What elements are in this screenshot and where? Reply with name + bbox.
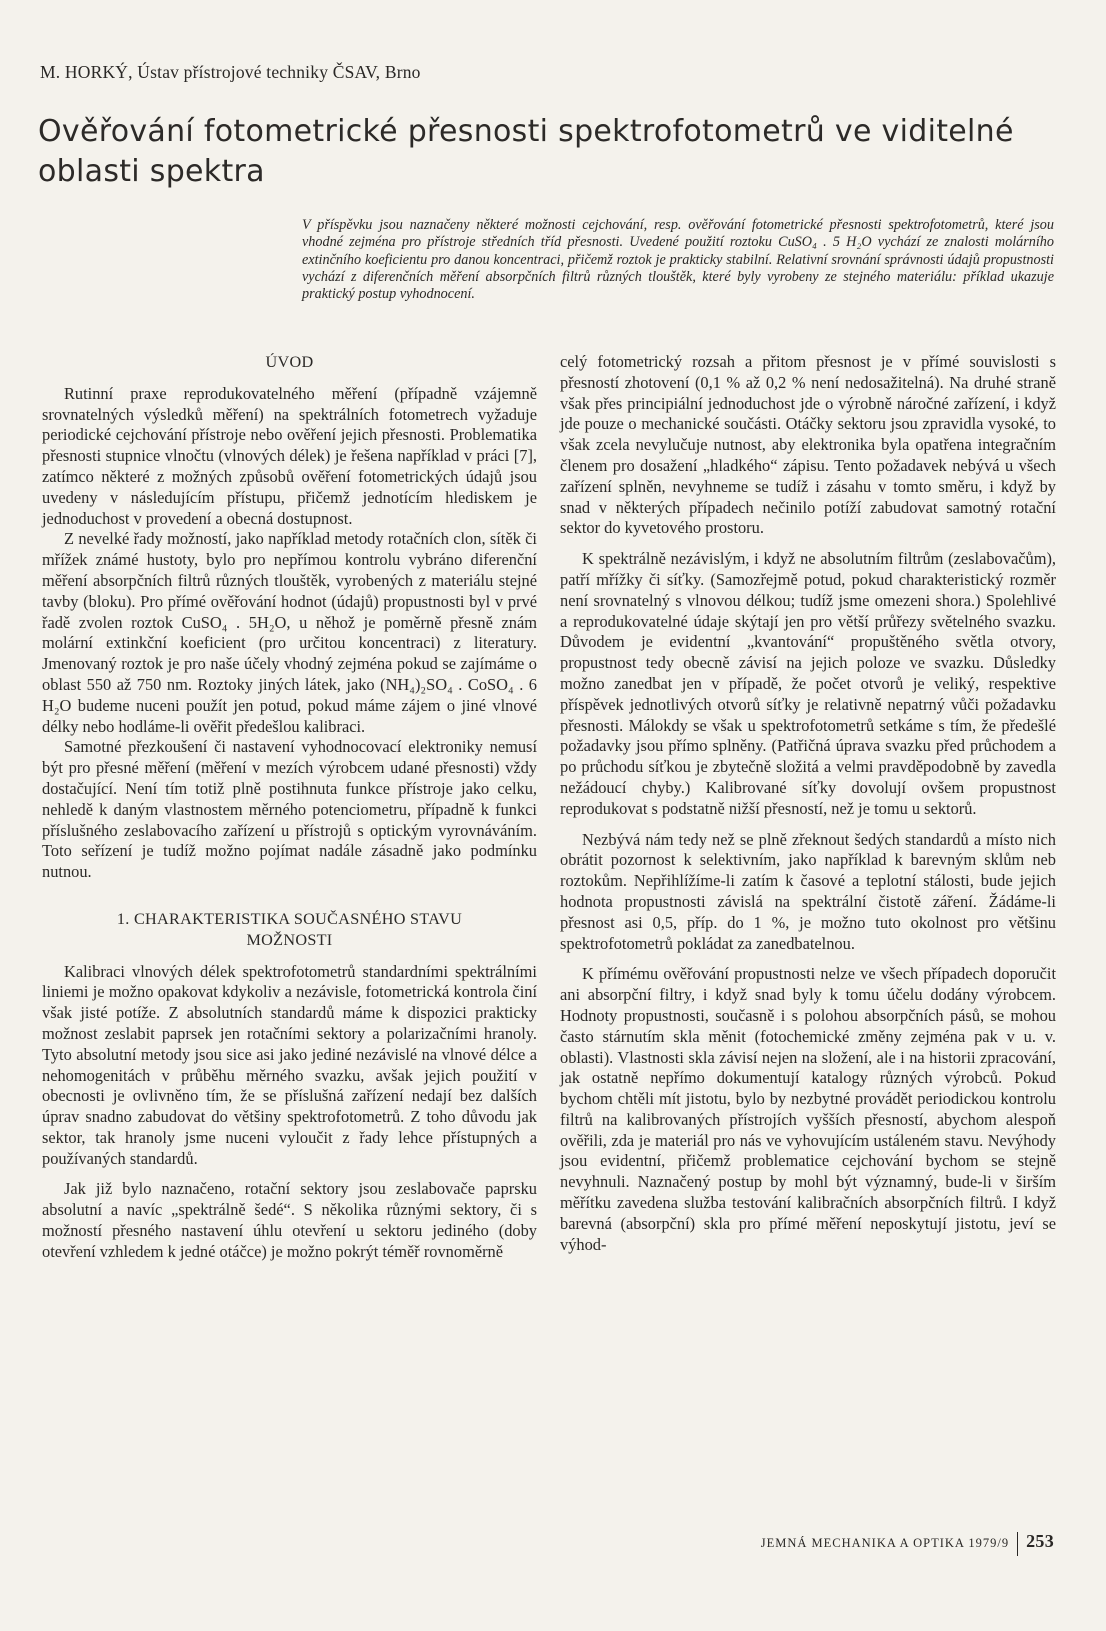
author-line: M. HORKÝ, Ústav přístrojové techniky ČSAV, Brno xyxy=(40,62,421,82)
right-column xyxy=(560,352,1056,1255)
paragraph: K přímému ověřování propustnosti nelze ve všech případech doporučit ani absorpční filtry, i když snad byly k tomu účelu dodány výrobcem. Hodnoty propustnosti, současně i s polohou absorpčních pásů, se mohou často stárnutím skla měnit (fotochemické změny zejména pak v u. v. oblasti). Vlastnosti skla závisí nejen na složení, ale i na historii zpracování, jak ostatně nepřímo dokumentují katalogy různých výrobců. Pokud bychom chtěli mít jistotu, bylo by nezbytné provádět periodickou kontrolu filtrů na kalibrovaných přístrojích vyšších přesností, abychom alespoň ověřili, zda je materiál pro nás ve vyhovujícím ustáleném stavu. Nevýhody jsou evidentní, přičemž problematice cejchování bychom se stejně nevyhnuli. Naznačený postup by mohl být významný, bude-li v širším měřítku zavedena služba testování kalibračních absorpčních filtrů. I když barevná (absorpční) skla pro přímé měření neposkytují jistotu, jeví se výhod- xyxy=(560,964,1056,1254)
paragraph: K spektrálně nezávislým, i když ne absolutním filtrům (zeslabovačům), patří mřížky či síťky. (Samozřejmě potud, pokud charakteristický rozměr není srovnatelný s vlnovou délkou; tudíž jsme omezeni shora.) Spolehlivé a reprodukovatelné údaje skýtají jen pro větší průřezy světelného svazku. Důvodem je evidentní „kvantování“ propuštěného světla otvory, propustnost tedy obecně závisí na jejich poloze ve svazku. Důsledky možno zanedbat jen v případě, že počet otvorů je veliký, respektive příspěvek jednotlivých otvorů síťky je relativně nepatrný vůči požadavku přesnosti. Málokdy se však u spektrofotometrů setkáme s tím, že předešlé požadavky jsou přímo splněny. (Patřičná úprava svazku před průchodem a po průchodu síťkou je zbytečně složitá a velmi pravděpodobně by zavedla nežádoucí chyby.) Kalibrované síťky dovolují ovšem propustnost reprodukovat s podstatně nižší přesností, než je tomu u sektorů. xyxy=(560,549,1056,818)
section-heading-intro: ÚVOD xyxy=(265,353,314,371)
paragraph: Z nevelké řady možností, jako například metody rotačních clon, sítěk či mřížek známé hustoty, bylo pro nepřímou kontrolu vybráno diferenční měření absorpčních filtrů různých tlouštěk, vyrobených z materiálu stejné tavby (bloku). Pro přímé ověřování hodnot (údajů) propustnosti byl v prvé řadě zvolen roztok CuSO₄ . 5H₂O, u něhož je poměrně přesně znám molární extinkční koeficient (pro určitou koncentraci) z literatury. Jmenovaný roztok je pro naše účely vhodný zejména pokud se zajímáme o oblast 550 až 750 nm. Roztoky jiných látek, jako (NH₄)₂SO₄ . CoSO₄ . 6 H₂O budeme nuceni použít jen potud, pokud máme zájem o jiné vlnové délky nebo hodláme-li ověřit předešlou kalibraci. xyxy=(42,529,537,736)
paragraph: Nezbývá nám tedy než se plně zřeknout šedých standardů a místo nich obrátit pozornost k selektivním, jako například k barevným sklům neb roztokům. Nepřihlížíme-li zatím k časové a teplotní stálosti, bude jejich hodnota propustnosti závislá na spektrální čistotě záření. Žádáme-li přesnost asi 0,5, příp. do 1 %, je možno tuto okolnost pro většinu spektrofotometrů pokládat za zanedbatelnou. xyxy=(560,829,1056,953)
abstract: V příspěvku jsou naznačeny některé možnosti cejchování, resp. ověřování fotometrické přesnosti spektrofotometrů, které jsou vhodné zejména pro přístroje středních tříd přesnosti. Uvedené použití roztoku CuSO₄ . 5 H₂O vychází ze znalosti molárního extinčního koeficientu pro danou koncentraci, přičemž roztok je prakticky stabilní. Relativní srovnání správnosti údajů propustnosti vychází z diferenčních měření absorpčních filtrů různých tlouštěk, které byly vyrobeny ze stejného materiálu: příklad ukazuje praktický postup vyhodnocení. xyxy=(302,217,1054,303)
paragraph: Rutinní praxe reprodukovatelného měření (případně vzájemně srovnatelných výsledků měření) na spektrálních fotometrech vyžaduje periodické cejchování přístroje nebo ověření jejich přesnosti. Problematika přesnosti stupnice vlnočtu (vlnových délek) je řešena například v práci [7], zatímco některé z možných způsobů ověření fotometrických údajů jsou uvedeny v následujícím přístupu, přičemž jednotícím hlediskem je jednoduchost v provedení a obecná dostupnost. xyxy=(42,383,537,528)
paragraph: Samotné přezkoušení či nastavení vyhodnocovací elektroniky nemusí být pro přesné měření (měření v mezích výrobcem udané přesnosti) vždy dostačující. Není tím totiž plně postihnuta funkce přístroje jako celku, nehledě k daným vlastnostem měrného potenciometru, případně k funkci příslušného zeslabovacího zařízení u přístrojů s optickým vyrovnáváním. Toto seřízení je tudíž možno pojímat nadále zásadně jako podmínku nutnou. xyxy=(42,737,537,882)
left-column xyxy=(42,352,537,1263)
page-footer xyxy=(761,1531,1054,1556)
article-title: Ověřování fotometrické přesnosti spektrofotometrů ve viditelné oblasti spektra xyxy=(38,114,1014,189)
paragraph: Kalibraci vlnových délek spektrofotometrů standardními spektrálními liniemi je možno opakovat kdykoliv a nezávisle, fotometrická kontrola činí však jisté potíže. Z absolutních standardů máme k dispozici prakticky možnost zeslabit paprsek jen rotačními sektory a polarizačními hranoly. Tyto absolutní metody jsou sice asi jako jediné nezávislé na vlnové délce a nehomogenitách v průběhu měrného svazku, avšak jejich použití v obecnosti je ovlivněno tím, že se příslušná zařízení nedají bez dalších úprav snadno zabudovat do většiny spektrofotometrů. Z toho důvodu jak sektor, tak hranoly jsme nuceni vyloučit z řady lehce přístupných a používaných standardů. xyxy=(42,961,537,1168)
paragraph: Jak již bylo naznačeno, rotační sektory jsou zeslabovače paprsku absolutní a navíc „spektrálně šedé“. S několika různými sektory, či s možností přesného nastavení úhlu otevření u sektoru jediného (doby otevření vzhledem k jedné otáčce) je možno pokrýt téměř rovnoměrně xyxy=(42,1179,537,1261)
section-heading-1: 1. CHARAKTERISTIKA SOUČASNÉHO STAVU MOŽNOSTI xyxy=(116,909,463,949)
footer-divider xyxy=(1017,1532,1018,1556)
journal-name: JEMNÁ MECHANIKA A OPTIKA 1979/9 xyxy=(760,1536,1010,1550)
paragraph: celý fotometrický rozsah a přitom přesnost je v přímé souvislosti s přesností zhotovení (0,1 % až 0,2 % není nedosažitelná). Na druhé straně však přes principiální jednoduchost jde o výrobně náročné zařízení, i když jde pouze o mechanické součásti. Otáčky sektoru jsou zpravidla vysoké, to však zcela nevylučuje nutnost, aby elektronika byla opatřena integračním členem pro dosažení „hladkého“ zápisu. Tento požadavek nebývá u všech zařízení splněn, nevyhneme se tudíž i zásahu v tomto směru, i když by snad v některých případech nečinilo potíží zabudovat samotný rotační sektor do kyvetového prostoru. xyxy=(560,352,1056,538)
page-number: 253 xyxy=(1026,1531,1054,1551)
